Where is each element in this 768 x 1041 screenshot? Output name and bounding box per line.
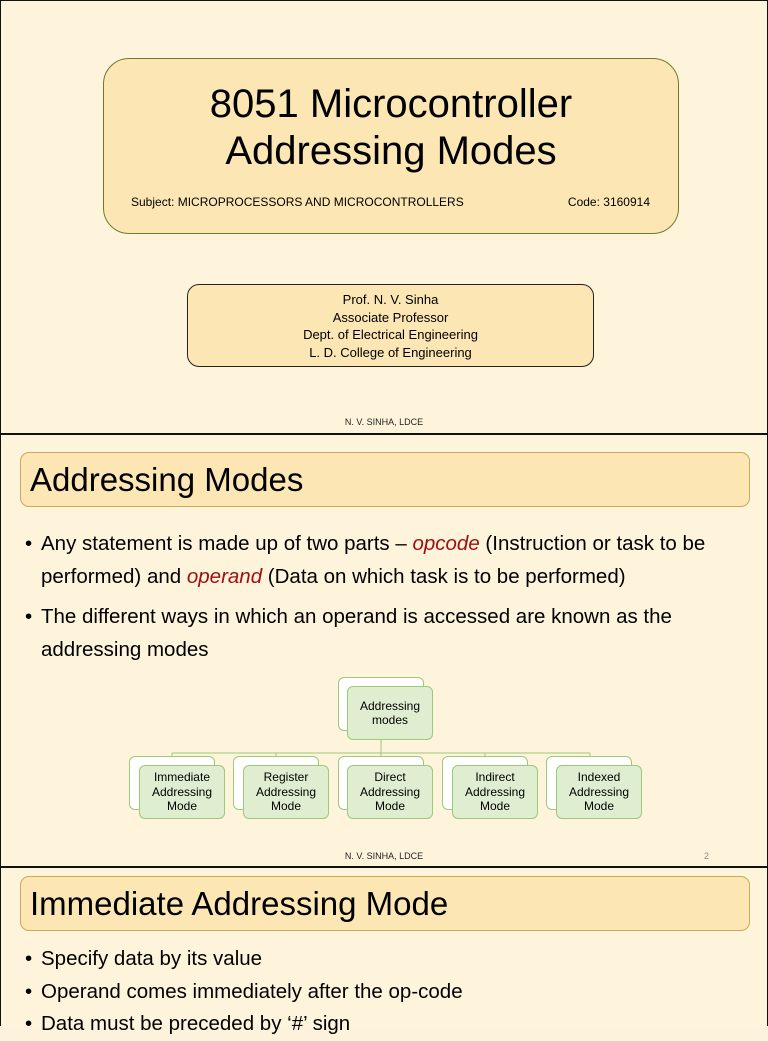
- node-label: Indexed: [577, 770, 621, 785]
- title-slide: [0, 0, 768, 433]
- author-name: Prof. N. V. Sinha: [342, 292, 439, 307]
- bullet-text: (Instruction or task to be performed) and: [41, 532, 706, 588]
- author-box: [187, 284, 594, 367]
- node-label: Addressing: [464, 784, 526, 799]
- node-label: Addressing: [359, 698, 421, 713]
- node-label: Mode: [374, 799, 405, 814]
- subject-code: Code: 3160914: [567, 195, 650, 209]
- root-node: [347, 686, 433, 740]
- slide-heading-bar: [20, 876, 750, 931]
- addressing-modes-slide: [0, 433, 768, 866]
- slide-heading: Immediate Addressing Mode: [30, 885, 449, 922]
- bullet-list: [25, 943, 755, 1041]
- node-label: Mode: [270, 799, 301, 814]
- page-number: 2: [703, 851, 709, 861]
- node-label: Addressing: [255, 784, 317, 799]
- node-label: Direct: [374, 770, 406, 785]
- author-designation: Associate Professor: [332, 309, 449, 325]
- node-label: modes: [371, 713, 408, 727]
- author-department: Dept. of Electrical Engineering: [303, 327, 478, 343]
- subject-label: Subject: MICROPROCESSORS AND MICROCONTROLLERS: [131, 195, 464, 209]
- author-college: L. D. College of Engineering: [309, 344, 472, 360]
- node-label: Addressing: [151, 784, 213, 799]
- bullet-text: Any statement is made up of two parts –: [41, 532, 413, 555]
- node-label: Indirect: [475, 770, 515, 785]
- node-label: Immediate: [153, 770, 210, 785]
- register-mode-node: [243, 765, 329, 819]
- node-label: Register: [263, 770, 309, 785]
- slide-heading: Addressing Modes: [30, 461, 304, 498]
- indexed-mode-node: [556, 765, 642, 819]
- operand-term: operand: [186, 564, 263, 588]
- node-label: Mode: [479, 799, 510, 814]
- direct-mode-node: [347, 765, 433, 819]
- title-line-1: 8051 Microcontroller: [209, 82, 573, 126]
- bullet-item: • Data must be preceded by ‘#’ sign: [25, 1008, 755, 1041]
- bullet-item: • Specify data by its value: [25, 943, 755, 976]
- bullet-item: • The different ways in which an operand is accessed are known as the addressing modes: [25, 601, 755, 666]
- immediate-addressing-slide: [0, 866, 768, 1035]
- bullet-item: • Operand comes immediately after the op-code: [25, 976, 755, 1009]
- indirect-mode-node: [452, 765, 538, 819]
- opcode-term: opcode: [412, 532, 480, 555]
- bullet-text: (Data on which task is to be performed): [262, 564, 626, 588]
- title-box: [103, 58, 679, 234]
- node-label: Mode: [583, 799, 614, 814]
- node-label: Mode: [166, 799, 197, 814]
- title-line-2: Addressing Modes: [225, 129, 557, 173]
- immediate-mode-node: [139, 765, 225, 819]
- slide-footer: N. V. SINHA, LDCE: [344, 417, 424, 427]
- node-label: Addressing: [568, 784, 630, 799]
- slide-footer: N. V. SINHA, LDCE: [344, 851, 424, 861]
- node-label: Addressing: [359, 784, 421, 799]
